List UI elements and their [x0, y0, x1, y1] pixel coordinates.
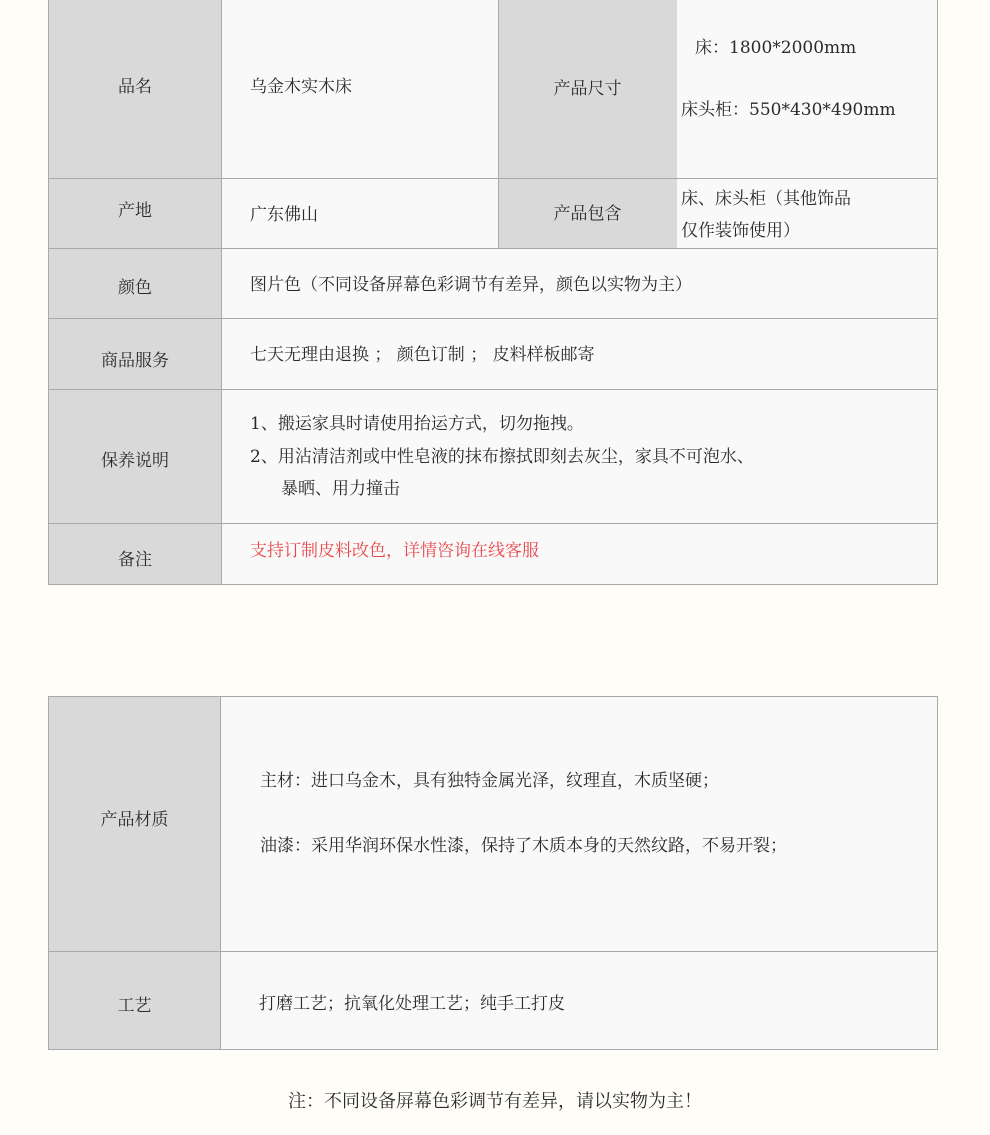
size-line-2: 床头柜：550*430*490mm	[681, 100, 896, 120]
includes-label: 产品包含	[553, 204, 622, 224]
color-value: 图片色（不同设备屏幕色彩调节有差异，颜色以实物为主）	[250, 275, 692, 295]
size-line-1: 床：1800*2000mm	[695, 38, 857, 58]
divider	[49, 178, 937, 179]
material-line-2: 油漆：采用华润环保水性漆，保持了木质本身的天然纹路，不易开裂；	[260, 836, 787, 856]
care-line-3: 暴晒、用力撞击	[281, 479, 400, 499]
material-label: 产品材质	[100, 810, 169, 830]
includes-line-2: 仅作装饰使用）	[681, 221, 800, 241]
footer-note: 注：不同设备屏幕色彩调节有差异，请以实物为主！	[288, 1091, 702, 1112]
craft-value: 打磨工艺；抗氧化处理工艺；纯手工打皮	[259, 994, 565, 1014]
remark-label: 备注	[118, 550, 152, 570]
material-line-1: 主材：进口乌金木，具有独特金属光泽，纹理直，木质坚硬；	[260, 771, 719, 791]
service-value: 七天无理由退换 ； 颜色订制 ； 皮料样板邮寄	[250, 345, 595, 365]
size-label: 产品尺寸	[553, 79, 622, 99]
service-label: 商品服务	[101, 351, 169, 371]
divider	[498, 0, 499, 248]
name-value: 乌金木实木床	[250, 77, 352, 97]
origin-value: 广东佛山	[250, 205, 318, 225]
care-line-1: 1、搬运家具时请使用抬运方式，切勿拖拽。	[250, 414, 584, 434]
material-table	[48, 696, 938, 1050]
includes-line-1: 床、床头柜（其他饰品	[681, 189, 851, 209]
care-line-2: 2、用沾清洁剂或中性皂液的抹布擦拭即刻去灰尘，家具不可泡水、	[250, 447, 754, 467]
care-label: 保养说明	[101, 451, 169, 471]
divider	[49, 523, 937, 524]
name-label: 品名	[118, 77, 152, 97]
divider	[49, 318, 937, 319]
spec-table	[48, 0, 938, 585]
remark-value: 支持订制皮料改色，详情咨询在线客服	[250, 541, 539, 561]
divider	[221, 0, 222, 584]
divider	[49, 248, 937, 249]
origin-label: 产地	[118, 201, 152, 221]
divider	[49, 389, 937, 390]
color-label: 颜色	[118, 278, 152, 298]
divider	[220, 697, 221, 1049]
divider	[49, 951, 937, 952]
craft-label: 工艺	[117, 996, 152, 1016]
